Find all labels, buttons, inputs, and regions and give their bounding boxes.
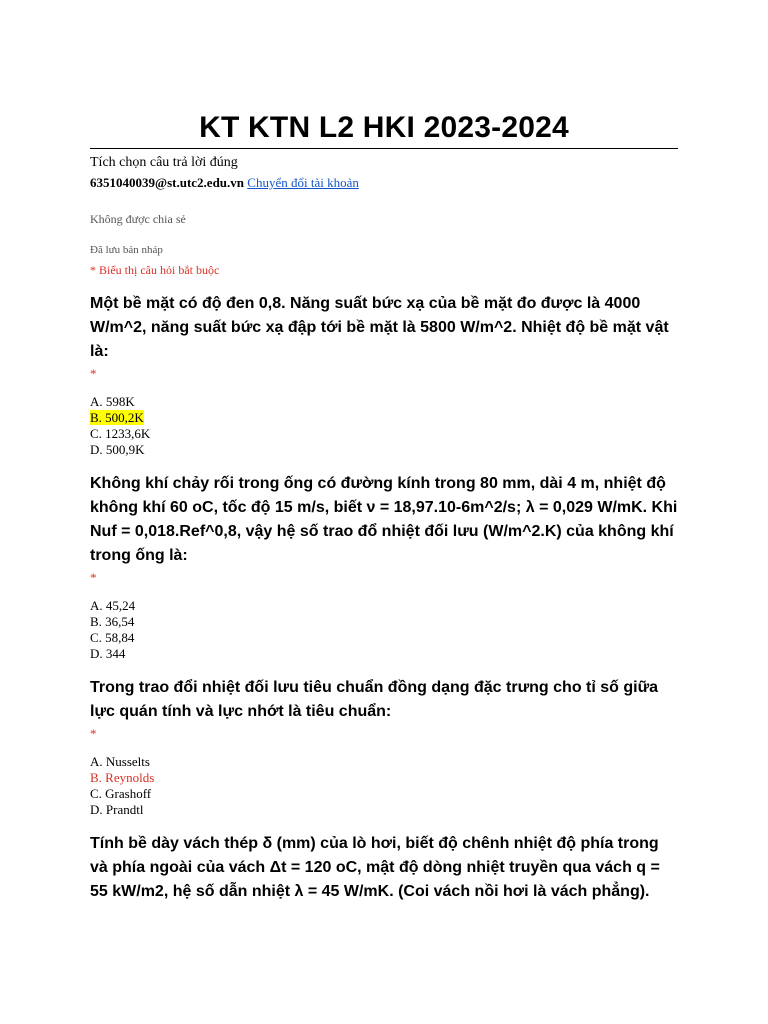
option-b[interactable]: B. 36,54: [90, 614, 135, 629]
required-star: *: [90, 726, 97, 741]
option-d[interactable]: D. 344: [90, 646, 126, 661]
form-page: [90, 108, 678, 904]
draft-saved-status: Đã lưu bản nháp: [90, 244, 163, 256]
question-text: Không khí chảy rối trong ống có đường kính trong 80 mm, dài 4 m, nhiệt độ không khí 60 oC, tốc độ 15 m/s, biết ν = 18,97.10-6m^2/s; λ = 0,029 W/mK. Khi Nuf = 0,018.Ref^0,8, vậy hệ số trao đổ nhiệt đối lưu (W/m^2.K) của không khí trong ống là:: [90, 475, 678, 564]
option-c[interactable]: C. 1233,6K: [90, 426, 151, 441]
option-c[interactable]: C. Grashoff: [90, 786, 152, 801]
question-1: [90, 292, 678, 458]
option-d[interactable]: D. Prandtl: [90, 802, 144, 817]
highlighted-answer: B. 500,2K: [90, 410, 144, 425]
title-divider: [90, 148, 678, 149]
account-line: [90, 173, 678, 193]
required-star: *: [90, 570, 97, 585]
required-note: * Biểu thị câu hỏi bắt buộc: [90, 263, 220, 277]
question-text: Trong trao đổi nhiệt đối lưu tiêu chuẩn đồng dạng đặc trưng cho tỉ số giữa lực quán tính và lực nhớt là tiêu chuẩn:: [90, 679, 659, 720]
question-3: [90, 676, 678, 818]
question-text: Tính bề dày vách thép δ (mm) của lò hơi, biết độ chênh nhiệt độ phía trong và phía ngoài của vách Δt = 120 oC, mật độ dòng nhiệt truyền qua vách q = 55 kW/m2, hệ số dẫn nhiệt λ = 45 W/mK. (Coi vách nồi hơi là vách phẳng).: [90, 835, 660, 900]
option-d[interactable]: D. 500,9K: [90, 442, 145, 457]
option-list: [90, 754, 678, 818]
option-b[interactable]: [90, 410, 678, 426]
account-email: 6351040039@st.utc2.edu.vn: [90, 175, 245, 190]
option-list: [90, 394, 678, 458]
form-title: KT KTN L2 HKI 2023-2024: [199, 111, 569, 144]
question-text: Một bề mặt có độ đen 0,8. Năng suất bức xạ của bề mặt đo được là 4000 W/m^2, năng suất bức xạ đập tới bề mặt là 5800 W/m^2. Nhiệt độ bề mặt vật là:: [90, 295, 669, 360]
form-instruction: Tích chọn câu trả lời đúng: [90, 155, 238, 170]
question-4: [90, 832, 678, 904]
option-a[interactable]: A. 45,24: [90, 598, 136, 613]
question-2: [90, 472, 678, 662]
option-list: [90, 598, 678, 662]
switch-account-link[interactable]: Chuyển đổi tài khoản: [247, 175, 359, 190]
option-c[interactable]: C. 58,84: [90, 630, 135, 645]
required-star: *: [90, 366, 97, 381]
not-shared-label: Không được chia sẻ: [90, 212, 186, 226]
option-a[interactable]: A. 598K: [90, 394, 135, 409]
option-b[interactable]: B. Reynolds: [90, 770, 155, 785]
option-a[interactable]: A. Nusselts: [90, 754, 150, 769]
